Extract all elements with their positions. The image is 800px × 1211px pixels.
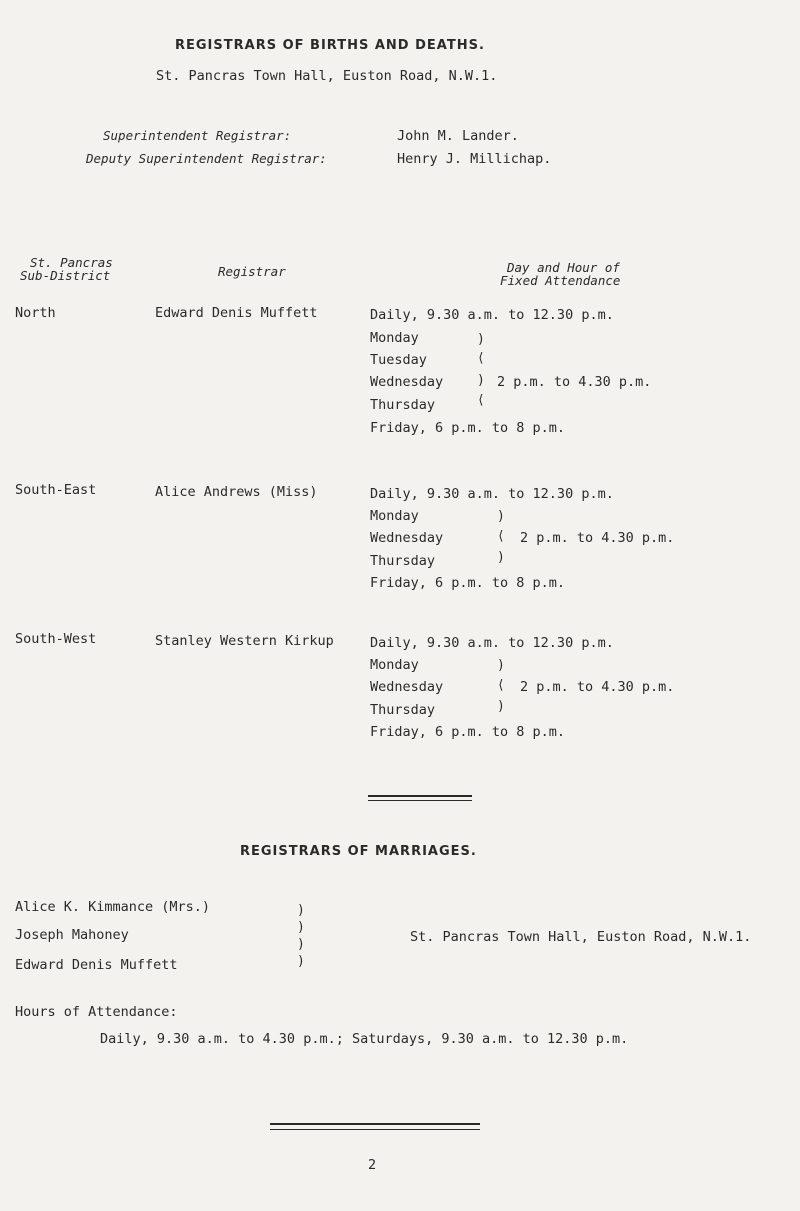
south-east-brace-3: ) (497, 550, 505, 565)
registrar-south-west: Stanley Western Kirkup (155, 633, 334, 649)
bottom-divider-top (270, 1123, 480, 1125)
north-brace-1: ) (477, 332, 485, 347)
births-deaths-address: St. Pancras Town Hall, Euston Road, N.W.1. (156, 68, 498, 84)
superintendent-name: John M. Lander. (397, 128, 519, 144)
col-attendance-line2: Fixed Attendance (500, 273, 621, 288)
marriages-brace-4: ) (297, 954, 305, 969)
south-west-brace-3: ) (497, 699, 505, 714)
north-day-wednesday: Wednesday (370, 374, 444, 390)
registrar-south-east: Alice Andrews (Miss) (155, 484, 318, 500)
deputy-name: Henry J. Millichap. (397, 151, 552, 167)
births-deaths-title: REGISTRARS OF BIRTHS AND DEATHS. (175, 38, 485, 53)
subdistrict-south-east: South-East (15, 482, 97, 498)
north-brace-2: ⟨ (477, 351, 485, 366)
south-west-day-thursday: Thursday (370, 702, 436, 718)
north-brace-3: ) (477, 373, 485, 388)
marriage-registrar-muffett: Edward Denis Muffett (15, 957, 178, 973)
south-east-day-monday: Monday (370, 508, 419, 524)
marriages-brace-1: ) (297, 903, 305, 918)
north-day-thursday: Thursday (370, 397, 436, 413)
marriage-registrar-mahoney: Joseph Mahoney (15, 927, 129, 943)
south-west-day-wednesday: Wednesday (370, 679, 444, 695)
registrar-north: Edward Denis Muffett (155, 305, 318, 321)
col-attendance-line1: Day and Hour of (507, 260, 620, 275)
north-afternoon-hours: 2 p.m. to 4.30 p.m. (497, 374, 652, 390)
section-divider-bottom (368, 800, 472, 801)
subdistrict-south-west: South-West (15, 631, 97, 647)
north-daily-hours: Daily, 9.30 a.m. to 12.30 p.m. (370, 307, 614, 323)
north-friday-hours: Friday, 6 p.m. to 8 p.m. (370, 420, 566, 436)
marriages-brace-2: ) (297, 920, 305, 935)
south-west-day-monday: Monday (370, 657, 419, 673)
deputy-label: Deputy Superintendent Registrar: (86, 151, 327, 166)
south-west-afternoon-hours: 2 p.m. to 4.30 p.m. (520, 679, 675, 695)
bottom-divider-bottom (270, 1129, 480, 1130)
south-west-friday-hours: Friday, 6 p.m. to 8 p.m. (370, 724, 566, 740)
marriages-address: St. Pancras Town Hall, Euston Road, N.W.1. (410, 929, 752, 945)
north-day-monday: Monday (370, 330, 419, 346)
section-divider-top (368, 795, 472, 797)
south-east-brace-2: ⟨ (497, 529, 505, 544)
south-east-brace-1: ) (497, 509, 505, 524)
south-east-day-thursday: Thursday (370, 553, 436, 569)
north-brace-4: ⟨ (477, 393, 485, 408)
col-subdistrict-line2: Sub-District (20, 268, 111, 283)
hours-of-attendance-label: Hours of Attendance: (15, 1004, 178, 1020)
marriages-title: REGISTRARS OF MARRIAGES. (240, 844, 477, 859)
south-west-daily-hours: Daily, 9.30 a.m. to 12.30 p.m. (370, 635, 614, 651)
marriages-brace-3: ) (297, 937, 305, 952)
south-east-daily-hours: Daily, 9.30 a.m. to 12.30 p.m. (370, 486, 614, 502)
page-number: 2 (368, 1157, 377, 1173)
south-east-afternoon-hours: 2 p.m. to 4.30 p.m. (520, 530, 675, 546)
col-registrar: Registrar (218, 264, 286, 279)
col-subdistrict-line1: St. Pancras (30, 255, 113, 270)
south-east-friday-hours: Friday, 6 p.m. to 8 p.m. (370, 575, 566, 591)
south-west-brace-1: ) (497, 658, 505, 673)
south-west-brace-2: ⟨ (497, 678, 505, 693)
marriage-registrar-kimmance: Alice K. Kimmance (Mrs.) (15, 899, 211, 915)
south-east-day-wednesday: Wednesday (370, 530, 444, 546)
subdistrict-north: North (15, 305, 56, 321)
north-day-tuesday: Tuesday (370, 352, 427, 368)
superintendent-label: Superintendent Registrar: (103, 128, 292, 143)
hours-of-attendance: Daily, 9.30 a.m. to 4.30 p.m.; Saturdays, 9.30 a.m. to 12.30 p.m. (100, 1031, 629, 1047)
